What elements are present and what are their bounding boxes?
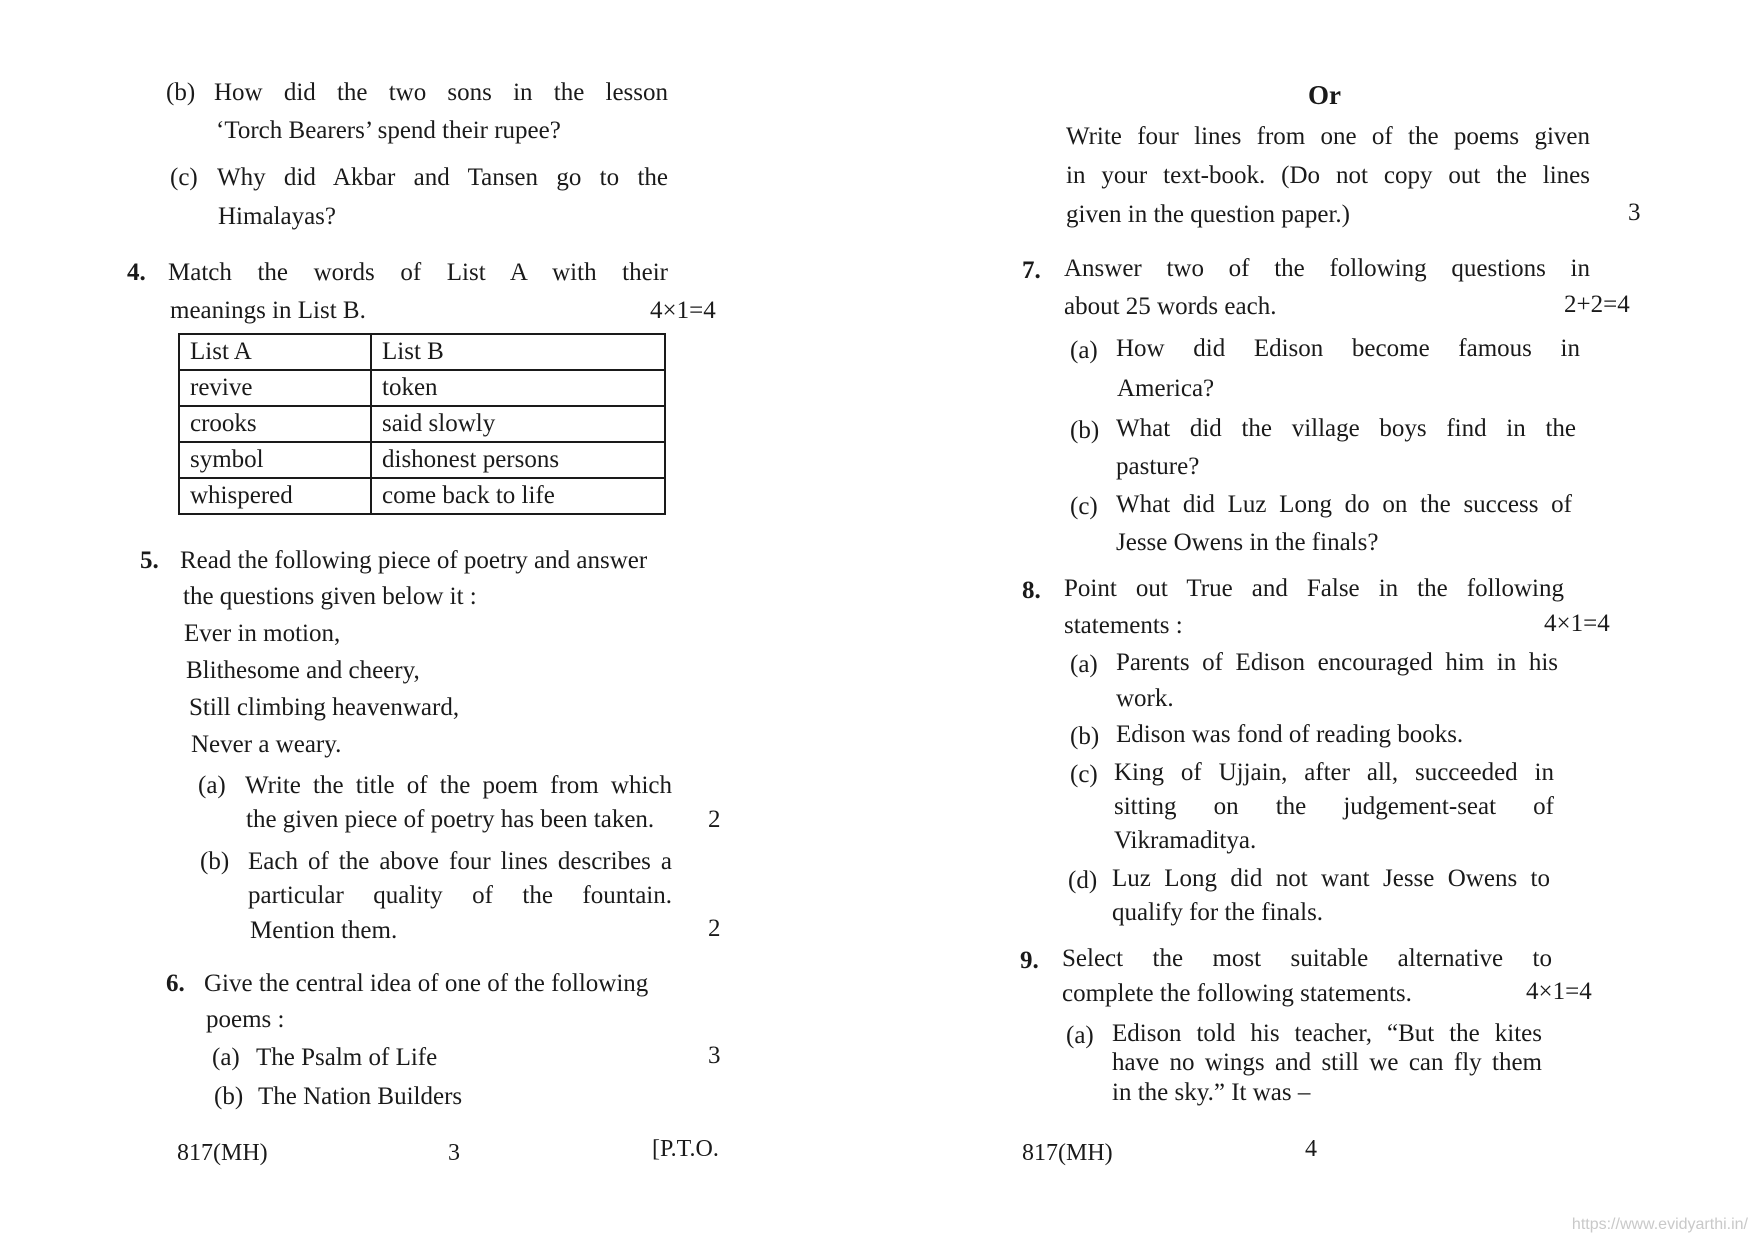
q8d-line1: Luz Long did not want Jesse Owens to	[1112, 865, 1550, 892]
q8-number: 8.	[1022, 577, 1041, 604]
left-footer-code: 817(MH)	[177, 1140, 268, 1166]
q7-marks: 2+2=4	[1564, 291, 1630, 318]
list-b-cell: token	[371, 370, 665, 406]
q9a-label: (a)	[1066, 1022, 1094, 1049]
or-marks: 3	[1628, 199, 1641, 226]
match-table	[178, 333, 666, 515]
q8c-line1: King of Ujjain, after all, succeeded in	[1114, 759, 1554, 786]
q5b-line2: particular quality of the fountain.	[248, 882, 672, 909]
q8c-label: (c)	[1070, 761, 1098, 788]
q5b-line3: Mention them.	[250, 917, 398, 944]
list-b-cell: come back to life	[371, 478, 665, 514]
q7a-label: (a)	[1070, 337, 1098, 364]
q7-number: 7.	[1022, 257, 1041, 284]
q7c-label: (c)	[1070, 493, 1098, 520]
list-a-cell: revive	[179, 370, 371, 406]
q7b-line2: pasture?	[1116, 453, 1200, 480]
q7b-label: (b)	[1070, 417, 1100, 444]
or-line2: in your text-book. (Do not copy out the lines	[1066, 162, 1590, 189]
q9-line2: complete the following statements.	[1062, 980, 1412, 1007]
poem-line-2: Blithesome and cheery,	[186, 657, 420, 684]
q7b-line1: What did the village boys find in the	[1116, 415, 1576, 442]
q8d-label: (d)	[1068, 867, 1098, 894]
q3c-line1: Why did Akbar and Tansen go to the	[217, 164, 668, 191]
poem-line-4: Never a weary.	[191, 731, 342, 758]
q9-line1: Select the most suitable alternative to	[1062, 945, 1552, 972]
q5a-line2: the given piece of poetry has been taken.	[246, 806, 655, 833]
q8b-line1: Edison was fond of reading books.	[1116, 721, 1464, 748]
q3c-label: (c)	[170, 164, 198, 191]
q9-marks: 4×1=4	[1526, 978, 1592, 1005]
q4-line1: Match the words of List A with their	[168, 259, 668, 286]
q4-line2: meanings in List B.	[170, 297, 366, 324]
q8a-label: (a)	[1070, 651, 1098, 678]
or-heading: Or	[1308, 80, 1341, 110]
q6a-text: The Psalm of Life	[256, 1044, 438, 1071]
q7-line1: Answer two of the following questions in	[1064, 255, 1590, 282]
q3b-line2: ‘Torch Bearers’ spend their rupee?	[216, 117, 561, 144]
q7a-line1: How did Edison become famous in	[1116, 335, 1580, 362]
q7a-line2: America?	[1117, 375, 1215, 402]
q6-line1: Give the central idea of one of the following	[204, 970, 649, 997]
or-line3: given in the question paper.)	[1066, 201, 1350, 228]
pto-marker: [P.T.O.	[652, 1136, 719, 1162]
list-b-cell: dishonest persons	[371, 442, 665, 478]
q6b-text: The Nation Builders	[258, 1083, 463, 1110]
q8b-label: (b)	[1070, 723, 1100, 750]
or-line1: Write four lines from one of the poems given	[1066, 123, 1590, 150]
q6-number: 6.	[166, 970, 185, 997]
table-header-row	[179, 334, 665, 370]
table-row	[179, 370, 665, 406]
q4-marks: 4×1=4	[650, 297, 716, 324]
q5a-line1: Write the title of the poem from which	[245, 772, 672, 799]
right-footer-code: 817(MH)	[1022, 1140, 1113, 1166]
q4-number: 4.	[127, 259, 146, 286]
poem-line-3: Still climbing heavenward,	[189, 694, 460, 721]
q5b-marks: 2	[708, 915, 721, 942]
table-row	[179, 406, 665, 442]
list-b-cell: said slowly	[371, 406, 665, 442]
q6-marks: 3	[708, 1042, 721, 1069]
left-footer-page-number: 3	[448, 1140, 460, 1166]
q8c-line2: sitting on the judgement-seat of	[1114, 793, 1554, 820]
q5a-label: (a)	[198, 772, 226, 799]
q8-line2: statements :	[1064, 612, 1183, 639]
q8d-line2: qualify for the finals.	[1112, 899, 1324, 926]
q3b-line1: How did the two sons in the lesson	[214, 79, 668, 106]
q5-number: 5.	[140, 547, 159, 574]
q5a-marks: 2	[708, 806, 721, 833]
q9a-line1: Edison told his teacher, “But the kites	[1112, 1020, 1542, 1047]
list-a-cell: crooks	[179, 406, 371, 442]
q7c-line1: What did Luz Long do on the success of	[1116, 491, 1572, 518]
q3b-label: (b)	[166, 79, 196, 106]
table-row	[179, 478, 665, 514]
q7c-line2: Jesse Owens in the finals?	[1116, 529, 1379, 556]
q9a-line3: in the sky.” It was –	[1112, 1079, 1311, 1106]
q9a-line2: have no wings and still we can fly them	[1112, 1049, 1542, 1076]
watermark-url: https://www.evidyarthi.in/	[1571, 1215, 1748, 1233]
q8a-line1: Parents of Edison encouraged him in his	[1116, 649, 1558, 676]
list-a-cell: whispered	[179, 478, 371, 514]
q8-line1: Point out True and False in the following	[1064, 575, 1564, 602]
q5b-label: (b)	[200, 848, 230, 875]
q8c-line3: Vikramaditya.	[1114, 827, 1257, 854]
list-b-header: List B	[371, 334, 665, 370]
poem-line-1: Ever in motion,	[184, 620, 341, 647]
q3c-line2: Himalayas?	[218, 203, 337, 230]
q8-marks: 4×1=4	[1544, 610, 1610, 637]
q6a-label: (a)	[212, 1044, 240, 1071]
q6-line2: poems :	[206, 1006, 285, 1033]
q5-line2: the questions given below it :	[183, 583, 477, 610]
list-a-cell: symbol	[179, 442, 371, 478]
q5-line1: Read the following piece of poetry and answer	[180, 547, 648, 574]
table-row	[179, 442, 665, 478]
list-a-header: List A	[179, 334, 371, 370]
q6b-label: (b)	[214, 1083, 244, 1110]
right-footer-page-number: 4	[1305, 1136, 1317, 1162]
q7-line2: about 25 words each.	[1064, 293, 1277, 320]
q8a-line2: work.	[1116, 685, 1174, 712]
q5b-line1: Each of the above four lines describes a	[248, 848, 672, 875]
q9-number: 9.	[1020, 947, 1039, 974]
